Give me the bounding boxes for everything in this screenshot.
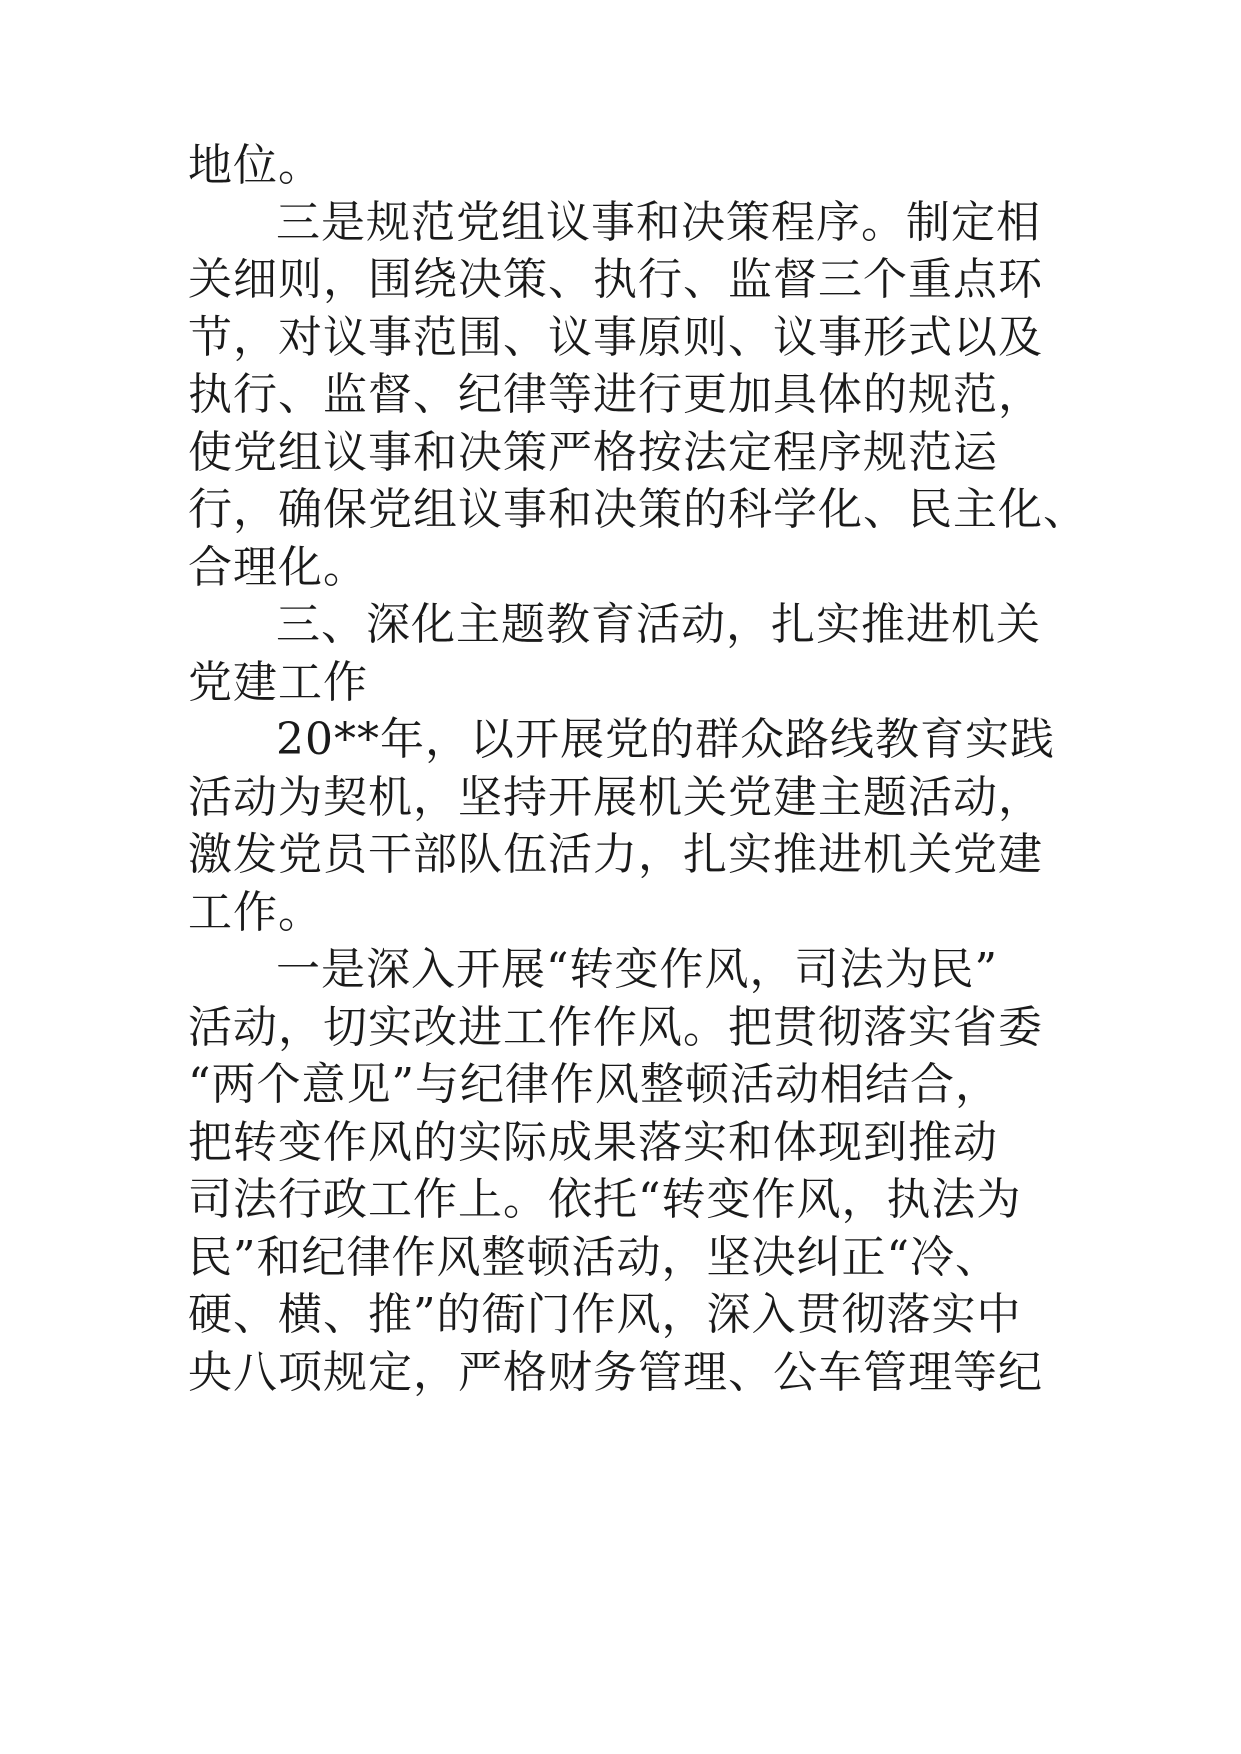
text-line: 活动为契机，坚持开展机关党建主题活动， — [188, 772, 1043, 823]
text-line: 地位。 — [188, 140, 323, 191]
text-line: 激发党员干部队伍活力，扎实推进机关党建 — [188, 829, 1043, 880]
text-line: 央八项规定，严格财务管理、公车管理等纪 — [188, 1347, 1043, 1398]
text-line: 合理化。 — [188, 542, 368, 593]
text-line: 节，对议事范围、议事原则、议事形式以及 — [188, 312, 1043, 363]
paragraph-start: 一是深入开展“转变作风，司法为民” — [276, 944, 998, 995]
paragraph-start: 20**年，以开展党的群众路线教育实践 — [276, 714, 1055, 765]
text-line: 工作。 — [188, 887, 323, 938]
text-line: 硬、横、推”的衙门作风，深入贯彻落实中 — [188, 1289, 1022, 1340]
text-line: 民”和纪律作风整顿活动，坚决纠正“冷、 — [188, 1232, 1000, 1283]
paragraph-start: 三是规范党组议事和决策程序。制定相 — [276, 197, 1041, 248]
text-line: 执行、监督、纪律等进行更加具体的规范， — [188, 369, 1043, 420]
text-line: “两个意见”与纪律作风整顿活动相结合， — [188, 1059, 1000, 1110]
text-line: 行，确保党组议事和决策的科学化、民主化、 — [188, 484, 1088, 535]
text-line: 活动，切实改进工作作风。把贯彻落实省委 — [188, 1002, 1043, 1053]
section-heading-cont: 党建工作 — [188, 657, 368, 708]
text-line: 司法行政工作上。依托“转变作风，执法为 — [188, 1174, 1022, 1225]
text-line: 把转变作风的实际成果落实和体现到推动 — [188, 1117, 998, 1168]
section-heading: 三、深化主题教育活动，扎实推进机关 — [276, 599, 1041, 650]
text-line: 关细则，围绕决策、执行、监督三个重点环 — [188, 254, 1043, 305]
text-line: 使党组议事和决策严格按法定程序规范运 — [188, 427, 998, 478]
